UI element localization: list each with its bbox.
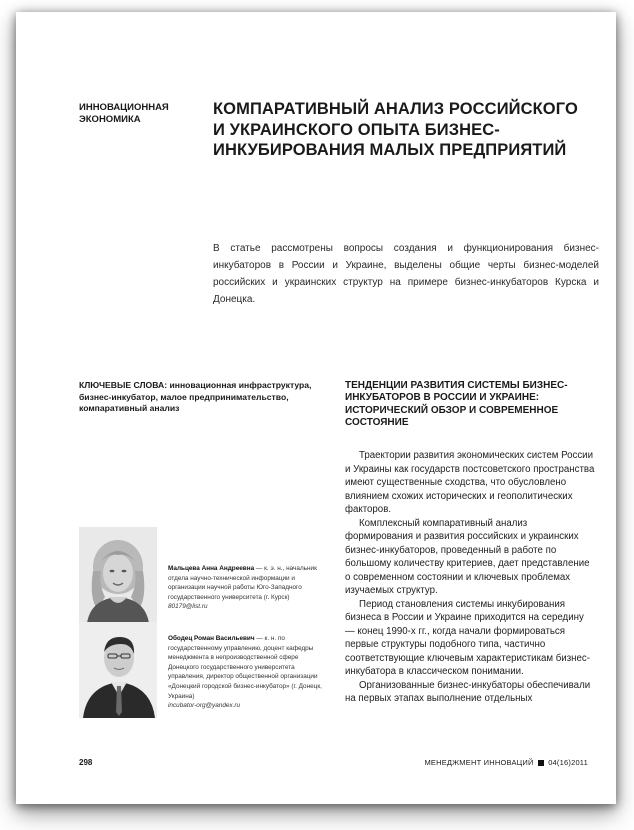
article-abstract: В статье рассмотрены вопросы создания и функционирования бизнес-инкубаторов в России и Украине, выделены общие черты бизнес-моделей российских и украинских структур на примере бизнес-инкубаторов Курска и Донецка. xyxy=(213,243,599,305)
author-bio-maltseva xyxy=(168,564,330,612)
author-email: 80179@list.ru xyxy=(168,603,208,611)
square-separator-icon xyxy=(538,760,544,766)
author-details: — к. э. н., начальник отдела научно-технической информации и организации научной работы Юго-Западного государственного университета (г. Курск) xyxy=(168,565,317,601)
section-heading: ТЕНДЕНЦИИ РАЗВИТИЯ СИСТЕМЫ БИЗНЕС-ИНКУБАТОРОВ В РОССИИ И УКРАИНЕ: ИСТОРИЧЕСКИЙ ОБЗОР И СОВРЕМЕННОЕ СОСТОЯНИЕ xyxy=(345,380,568,429)
author-photo-obodets xyxy=(79,622,157,718)
article-body xyxy=(345,449,595,706)
author-bio-obodets xyxy=(168,634,330,711)
author-email: incubator-org@yandex.ru xyxy=(168,702,241,710)
article-keywords: КЛЮЧЕВЫЕ СЛОВА: инновационная инфраструктура, бизнес-инкубатор, малое предпринимательство, компаративный анализ xyxy=(79,380,312,413)
journal-name: МЕНЕДЖМЕНТ ИННОВАЦИЙ xyxy=(424,758,534,767)
journal-page xyxy=(16,12,616,804)
journal-issue: 04(16)2011 xyxy=(548,758,588,767)
author-details: — к. н. по государственному управлению, доцент кафедры менеджмента в непроизводственной сфере Донецкого государственного университета управления, директор общественной организации «Донецкий городской бизнес-инкубатор» (г. Донецк, Украина) xyxy=(168,635,322,700)
section-rubric: ИННОВАЦИОННАЯ ЭКОНОМИКА xyxy=(79,102,169,125)
journal-footer xyxy=(424,758,588,767)
body-paragraph: Организованные бизнес-инкубаторы обеспечивали на первых этапах выполнение отдельных xyxy=(345,679,591,704)
body-paragraph: Комплексный компаративный анализ формирования и развития российских и украинских бизнес-инкубаторов, проведенный в работе по большому количеству критериев, дает представление о современном состоянии и ключевых проблемах изучаемых структур. xyxy=(345,517,590,596)
author-name: Мальцева Анна Андреевна xyxy=(168,565,255,572)
article-title: КОМПАРАТИВНЫЙ АНАЛИЗ РОССИЙСКОГО И УКРАИНСКОГО ОПЫТА БИЗНЕС-ИНКУБИРОВАНИЯ МАЛЫХ ПРЕДПРИЯТИЙ xyxy=(213,100,578,159)
body-paragraph: Траектории развития экономических систем России и Украины как государств постсоветского пространства имеют существенные сходства, что обусловлено влиянием схожих исторических и геополитических факторов. xyxy=(345,450,595,515)
page-number: 298 xyxy=(79,758,93,767)
body-paragraph: Период становления системы инкубирования бизнеса в России и Украине приходится на середину — конец 1990-х гг., когда начали формироваться первые структуры подобного типа, частично соответствующие ключевым характеристикам бизнес-инкубатора в классическом понимании. xyxy=(345,598,590,677)
author-name: Ободец Роман Васильевич xyxy=(168,635,255,642)
author-photo-maltseva xyxy=(79,527,157,623)
